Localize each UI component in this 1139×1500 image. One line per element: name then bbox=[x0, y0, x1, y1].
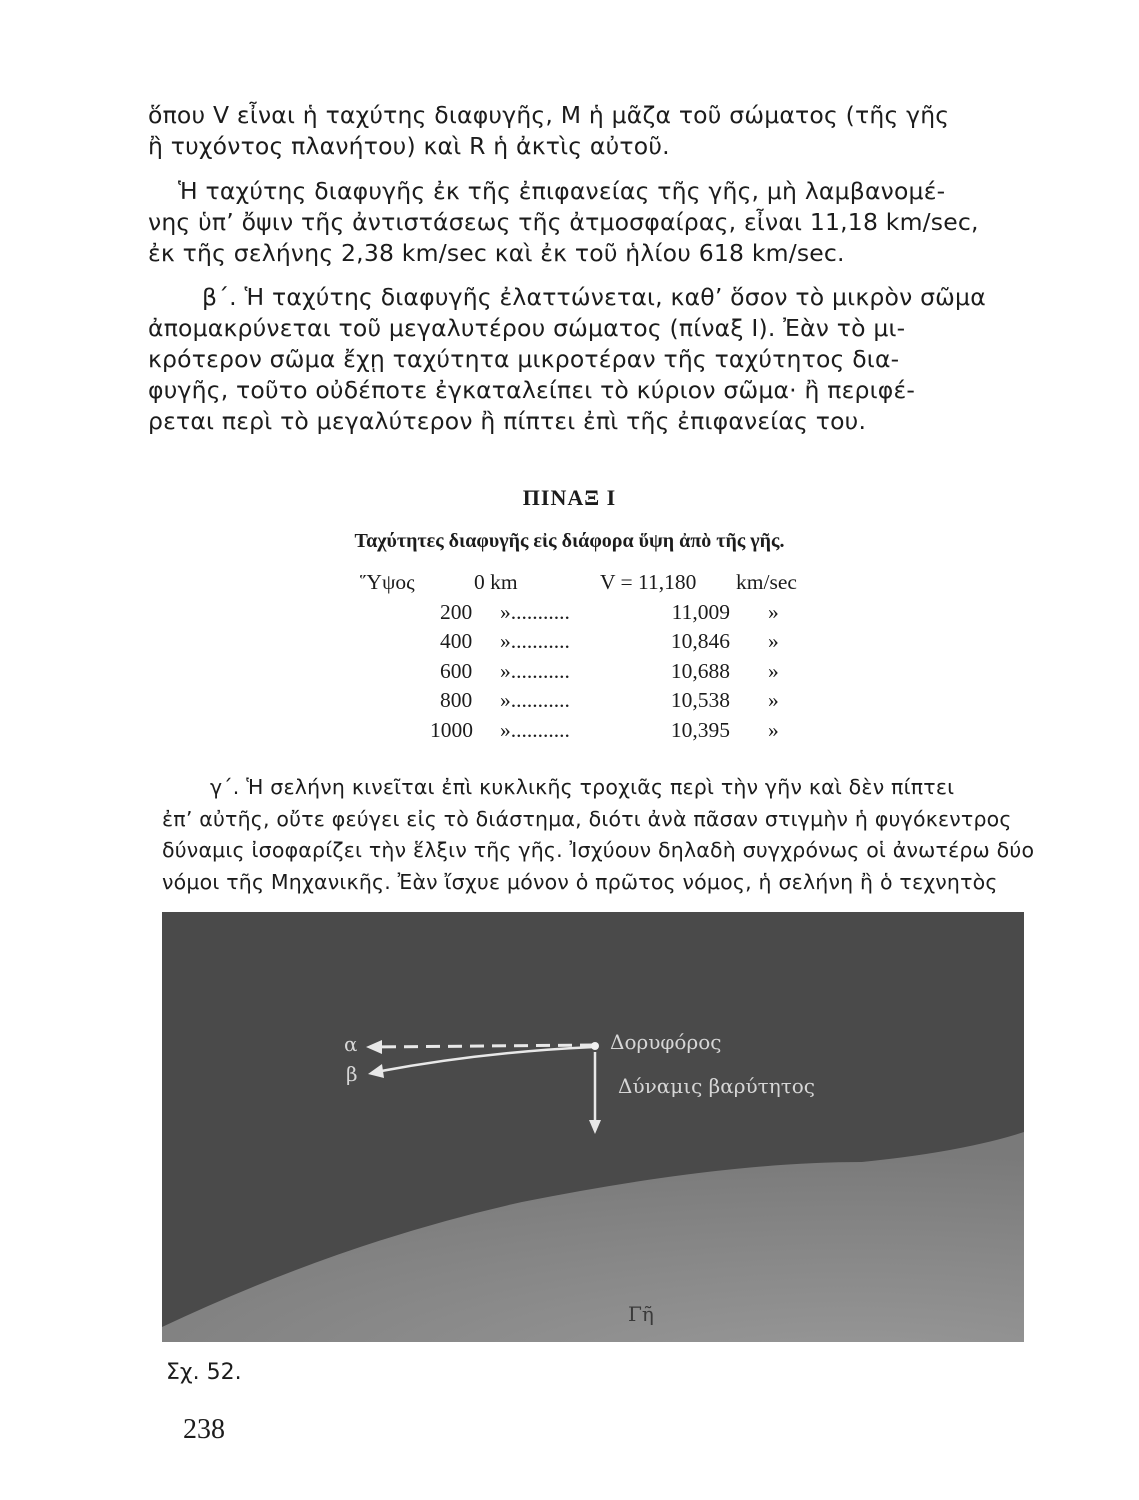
text-line: νης ὑπ’ ὄψιν τῆς ἀντιστάσεως τῆς ἀτμοσφαίρας, εἶναι 11,18 km/sec, bbox=[148, 208, 979, 236]
unit-ditto-cell: » bbox=[768, 688, 779, 712]
text-line: ὅπου V εἶναι ἡ ταχύτης διαφυγῆς, M ἡ μᾶζα τοῦ σώματος (τῆς γῆς bbox=[148, 101, 950, 129]
ditto-cell: »........... bbox=[500, 717, 570, 742]
velocity-cell: 10,538 bbox=[670, 688, 730, 712]
altitude-label: Ὕψος bbox=[360, 570, 415, 594]
paragraph-formula-definitions bbox=[148, 100, 1008, 162]
page-number: 238 bbox=[183, 1414, 225, 1445]
figure-caption: Σχ. 52. bbox=[166, 1360, 242, 1385]
text-line: κρότερον σῶμα ἔχῃ ταχύτητα μικροτέραν τῆς ταχύτητος δια- bbox=[148, 345, 900, 373]
text-line: Ἡ ταχύτης διαφυγῆς ἐκ τῆς ἐπιφανείας τῆς γῆς, μὴ λαμβανομέ- bbox=[178, 177, 946, 205]
table-title: ΠΙΝΑΞ I bbox=[522, 485, 617, 510]
paragraph-escape-velocity-values bbox=[148, 176, 1008, 269]
ditto-cell: »........... bbox=[500, 658, 570, 683]
satellite-dot bbox=[591, 1042, 599, 1050]
velocity-unit: km/sec bbox=[736, 570, 797, 594]
text-line: ἐκ τῆς σελήνης 2,38 km/sec καὶ ἐκ τοῦ ἡλίου 618 km/sec. bbox=[148, 239, 845, 267]
velocity-cell: 10,688 bbox=[670, 658, 730, 683]
text-line: β΄. Ἡ ταχύτης διαφυγῆς ἐλαττώνεται, καθ’ ὅσον τὸ μικρὸν σῶμα bbox=[202, 283, 986, 311]
text-line: φυγῆς, τοῦτο οὐδέποτε ἐγκαταλείπει τὸ κύριον σῶμα· ἢ περιφέ- bbox=[148, 376, 916, 404]
figure-drawing bbox=[162, 912, 1024, 1342]
text-line: γ΄. Ἡ σελήνη κινεῖται ἐπὶ κυκλικῆς τροχιᾶς περὶ τὴν γῆν καὶ δὲν πίπτει bbox=[210, 775, 955, 799]
text-line: νόμοι τῆς Μηχανικῆς. Ἐὰν ἴσχυε μόνον ὁ πρῶτος νόμος, ἡ σελήνη ἢ ὁ τεχνητὸς bbox=[162, 869, 998, 894]
altitude-cell: 600 bbox=[440, 658, 473, 683]
table-header-row bbox=[360, 568, 840, 598]
ditto-cell: »........... bbox=[500, 629, 570, 653]
table-row bbox=[430, 716, 840, 746]
table-row bbox=[440, 598, 840, 628]
text-line: ἀπομακρύνεται τοῦ μεγαλυτέρου σώματος (πίναξ I). Ἐὰν τὸ μι- bbox=[148, 314, 906, 342]
altitude-cell: 200 bbox=[440, 599, 473, 624]
table-row bbox=[440, 657, 840, 687]
velocity-cell: 10,846 bbox=[670, 629, 730, 653]
ditto-cell: »........... bbox=[500, 688, 570, 712]
label-earth: Γῆ bbox=[628, 1302, 654, 1326]
velocity-cell: 10,395 bbox=[670, 717, 730, 742]
velocity-cell: 11,009 bbox=[671, 599, 730, 624]
text-line: δύναμις ἰσοφαρίζει τὴν ἕλξιν τῆς γῆς. Ἰσχύουν δηλαδὴ συγχρόνως οἱ ἀνωτέρω δύο bbox=[162, 838, 1035, 862]
unit-ditto-cell: » bbox=[768, 599, 779, 624]
table-subtitle: Ταχύτητες διαφυγῆς εἰς διάφορα ὕψη ἀπὸ τῆς γῆς. bbox=[354, 530, 785, 552]
unit-ditto-cell: » bbox=[768, 629, 779, 653]
unit-ditto-cell: » bbox=[768, 717, 779, 742]
altitude-cell: 400 bbox=[440, 629, 473, 653]
altitude-zero: 0 km bbox=[474, 570, 518, 594]
text-line: ἢ τυχόντος πλανήτου) καὶ R ἡ ἀκτὶς αὐτοῦ. bbox=[148, 132, 670, 160]
unit-ditto-cell: » bbox=[768, 658, 779, 683]
altitude-cell: 800 bbox=[440, 688, 473, 712]
paragraph-gamma bbox=[162, 772, 1035, 898]
table-row bbox=[440, 627, 840, 657]
text-line: ρεται περὶ τὸ μεγαλύτερον ἢ πίπτει ἐπὶ τῆς ἐπιφανείας του. bbox=[148, 407, 867, 435]
satellite-figure bbox=[162, 912, 1024, 1342]
label-satellite: Δορυφόρος bbox=[610, 1030, 722, 1054]
escape-velocity-table bbox=[360, 568, 840, 745]
text-line: ἐπ’ αὐτῆς, οὔτε φεύγει εἰς τὸ διάστημα, διότι ἀνὰ πᾶσαν στιγμὴν ἡ φυγόκεντρος bbox=[162, 806, 1012, 831]
label-b: β bbox=[346, 1062, 358, 1086]
paragraph-beta bbox=[148, 282, 1008, 437]
ditto-cell: »........... bbox=[500, 599, 570, 624]
altitude-cell: 1000 bbox=[430, 717, 473, 742]
velocity-zero: V = 11,180 bbox=[600, 570, 697, 594]
table-row bbox=[440, 686, 840, 716]
label-a: α bbox=[344, 1032, 358, 1056]
label-gravity-force: Δύναμις βαρύτητος bbox=[618, 1074, 816, 1098]
